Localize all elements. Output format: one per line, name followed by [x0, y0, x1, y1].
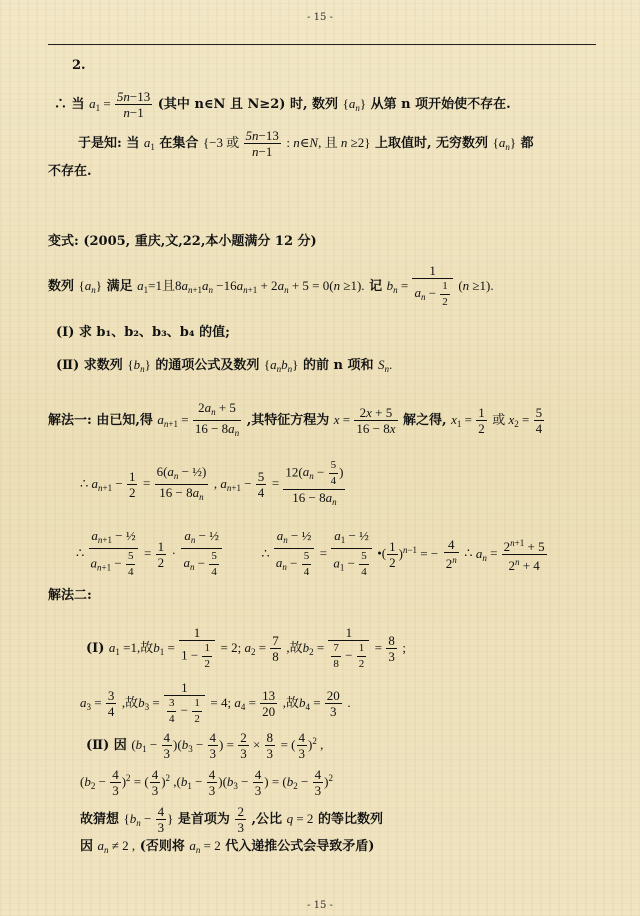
page-number-top: - 15 - [307, 12, 333, 23]
solution2-label: 解法二: [48, 588, 92, 603]
header-rule [48, 44, 596, 45]
solution1-line1: 解法一: 由已知,得 $a_{n+1}$ = $\frac{2a_n + 5}{16 - 8a_n}$ ,其特征方程为 x = $\frac{2x + 5}{16 - 8x}$ 解之得, $x_1$ = $\frac{1}{2}$ 或 $x_2$ = $\frac{5}{4}$ [48, 400, 545, 441]
para2-continuation: 不存在. [48, 164, 92, 179]
solution2-because: 因 $a_n \ne 2$ , (否则将 $a_n = 2$ 代入递推公式会导致矛盾) [80, 838, 375, 855]
solution2-part1-line2: $a_3$ = $\frac{3}{4}$ ,故$b_3$ = 1 $\frac{3}{4}$ − $\frac{1}{2}$ = 4; $a_4$ = $\frac{13}{20}$ ,故$b_4$ = $\frac{20}{3}$ . [80, 680, 351, 725]
para1: ∴ 当 $a_1$ = $\frac{5n-13}{n-1}$ (其中 n∈N 且 N≥2) 时, 数列 $\{a_n\}$ 从第 n 项开始使不存在. [54, 89, 511, 120]
solution2-part1-line1: (Ⅰ) $a_1 =1$,故$b_1$ = 1 1 − $\frac{1}{2}$ = 2; $a_2$ = $\frac{7}{8}$ ,故$b_2$ = 1 $\frac{7}{8}$ − $\frac{1}{2}$ = $\frac{8}{3}$ ; [86, 625, 407, 670]
solution1-line2: ∴ $a_{n+1}$ − $\frac{1}{2}$ = $\frac{6(a_n - \frac{1}{2})}{16 - 8a_n}$ , $a_{n+1}$ − $\frac{5}{4}$ = $12(a_n$ − $\frac{5}{4}$ ) $16 - 8a_n$ [80, 458, 346, 510]
para2: 于是知: 当 $a_1$ 在集合 {−3 或 $\frac{5n-13}{n-1}$ : n∈N, 且 n ≥2} 上取值时, 无穷数列 $\{a_n\}$ 都 [78, 128, 534, 159]
variant-heading: 变式: (2005, 重庆,文,22,本小题满分 12 分) [48, 234, 317, 249]
solution1-line3: ∴ $a_{n+1}$ − ½ $a_{n+1}$ − $\frac{5}{4}$ = $\frac{1}{2}$ · $a_n$ − ½ $a_n$ − $\frac{5}{4}$ ∴ $a_n$ − ½ $a_n$ − $\frac{5}{4}$ = $a_1$ − ½ $a_1$ − $\frac{5}{4}$ •( $\frac{1}{2}$ )$^{n-1}$ = − $\frac{4}{2^n}$ ∴ $a_n$ = $\frac{2^{n+1} + 5}{2^n + 4}$ [76, 528, 545, 578]
item-number: 2. [72, 58, 86, 73]
page-number-bottom: - 15 - [307, 900, 333, 911]
solution2-part2-line1: (Ⅱ) 因 ($b_1$ − $\frac{4}{3}$ )($b_3$ − $\frac{4}{3}$ ) = $\frac{2}{3}$ × $\frac{8}{3}$ = ( $\frac{4}{3}$ )$^2$ , [86, 730, 324, 761]
solution2-guess: 故猜想 {$b_n$ − $\frac{4}{3}$ } 是首项为 $\frac{2}{3}$ ,公比 q = 2 的等比数列 [80, 804, 383, 835]
part-2: (Ⅱ) 求数列 $\{b_n\}$ 的通项公式及数列 $\{a_nb_n\}$ 的前 n 项和 $S_n$. [56, 357, 393, 374]
variant-statement: 数列 $\{a_n\}$ 满足 $a_1=1$且$8a_{n+1}a_n -16a_{n+1} + 2a_n + 5 = 0(n \ge 1)$. 记 $b_n$ = 1 $a_n$ − $\frac{1}{2}$ (n ≥1). [48, 263, 494, 308]
solution2-part2-line2: ($b_2$ − $\frac{4}{3}$ )$^2$ = ( $\frac{4}{3}$ )$^2$ $,(b_1$ − $\frac{4}{3}$ )($b_3$ − $\frac{4}{3}$ ) = ($b_2$ − $\frac{4}{3}$ )$^2$ [80, 767, 333, 798]
part-1: (Ⅰ) 求 b₁、b₂、b₃、b₄ 的值; [56, 325, 230, 340]
